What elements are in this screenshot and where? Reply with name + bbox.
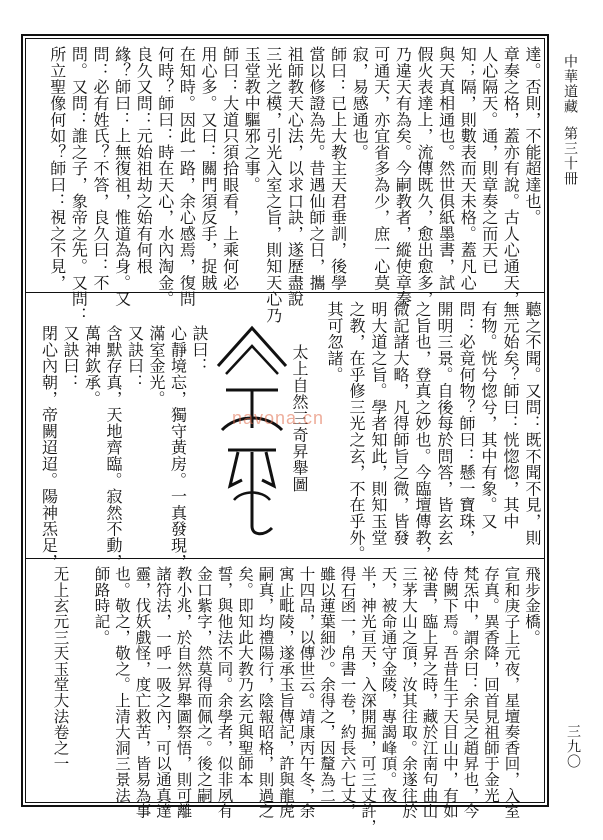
section-top-column: 師曰：已上大教主天君垂訓，後學 bbox=[328, 46, 348, 291]
section-top-column: 良久又問：元始祖劫之始有何根 bbox=[134, 46, 154, 275]
section-top-column: 問：必有姓氏？不答，良久曰：不 bbox=[91, 46, 110, 291]
section-mid-left-column: 閉心內朝，帝闕迢迢。陽神炁足， bbox=[39, 325, 59, 570]
section-top-column: 三光之模，引光入室之旨，則知天心乃 bbox=[263, 46, 283, 324]
watermark-text: navona.cn bbox=[232, 408, 325, 428]
section-mid-left-column: 又訣曰： bbox=[125, 325, 145, 391]
section-bottom-column: 得石函一，帛書一卷，約長六七丈， bbox=[338, 566, 357, 819]
section-top-column: 祖師教天心法，以求口訣，遂歷盡說 bbox=[285, 46, 305, 307]
section-bottom-column: 矣。即知此大教乃玄元與聖師本 bbox=[236, 566, 254, 788]
section-top-column: 達。否則，不能超達也。 bbox=[523, 46, 542, 226]
section-mid-left-column: 訣曰： bbox=[190, 325, 209, 374]
section-mid-right-column: 有物。恍兮惚兮，其中有象。又 bbox=[479, 301, 498, 530]
section-mid-right-column: 聽之不聞。又問：既不聞不見，則 bbox=[523, 301, 542, 546]
section-bottom-column: 也。敬之，敬之。上清大洞三景法 bbox=[113, 566, 131, 803]
section-bottom-column: 飛步金橋。 bbox=[523, 566, 541, 645]
section-bottom-column: 誓，與他法不同。余學者，似非夙有 bbox=[215, 566, 234, 819]
section-mid-right-column: 明大道之旨。學者知此，則知玉堂 bbox=[369, 301, 388, 546]
section-mid-right-column: 之旨也，登真之妙也。今臨壇傳教， bbox=[413, 301, 432, 562]
section-top-column: 與天真相通也。然世俱紙墨書，試 bbox=[436, 46, 456, 291]
section-mid-right-column: 開明三景。自後每於問答，皆玄玄 bbox=[435, 301, 454, 546]
page-number: 三九〇 bbox=[565, 724, 581, 769]
margin-header bbox=[561, 54, 579, 186]
section-bottom-column: 三茅大山之頂，汝其往取。余遂往於 bbox=[400, 566, 418, 819]
section-bottom-column: 諸符法，一呼一吸之內，可以通真達 bbox=[154, 566, 172, 819]
section-top-column: 假火表達上，流傳既久，愈出愈多， bbox=[415, 46, 434, 307]
section-mid-right-column: 之教，在乎修三光之玄，不在乎外。 bbox=[347, 301, 366, 562]
section-bottom-column: 師路時記。 bbox=[92, 566, 111, 645]
section-mid-left-column: 含默存真，天地齊臨。寂然不動， bbox=[104, 325, 123, 570]
section-top-column: 何時？師曰：時在天心，水內淘金。 bbox=[155, 46, 175, 307]
section-bottom-column: 宣和庚子上元夜，星壇奏香回，入室 bbox=[502, 566, 521, 819]
section-bottom-column: 侍闕下焉。吾昔生于天目山中，有如 bbox=[441, 566, 459, 819]
section-bottom-column: 嗣真，均禮陽行，陰報昭格，則過之 bbox=[256, 566, 275, 819]
section-top-column: 所立聖像何如？師曰：視之不見， bbox=[47, 46, 67, 291]
section-top-column: 緣？師曰：上無復祖，惟道為身。又 bbox=[112, 46, 132, 307]
section-mid-left-column: 又訣曰： bbox=[61, 325, 80, 391]
section-bottom-column: 教小兆，於自然昇舉圖祭悟，則可離 bbox=[174, 566, 193, 819]
section-top-column: 在知時。因此一路，余心感焉，復問 bbox=[177, 46, 197, 307]
section-mid-right-column: 微記諸大略，凡得師旨之微，皆發 bbox=[391, 301, 410, 546]
section-mid-left-column: 心靜境忘，獨守黃房。一真發現， bbox=[168, 325, 188, 570]
section-top-column: 乃違天有為矣。今嗣教者，縱使章奏 bbox=[393, 46, 413, 307]
section-top-column: 玉堂教中驅邪之事。 bbox=[242, 46, 262, 193]
section-top-column: 知；隔，則數表而天未格。蓋凡心 bbox=[458, 46, 478, 291]
section-top-column: 寂，易感通也。 bbox=[350, 46, 370, 161]
section-mid-right-column: 其可忽諸。 bbox=[325, 301, 344, 383]
book-title: 中華道藏 bbox=[562, 54, 578, 114]
section-mid-left-column: 萬神欽承。 bbox=[82, 325, 102, 407]
talisman-seal-image bbox=[212, 318, 292, 548]
diagram-title: 太上自然三奇昇舉圖 bbox=[290, 344, 309, 493]
section-top-column: 可通天，亦宜省多為少，庶一心莫 bbox=[371, 46, 391, 291]
volume-label: 第三十冊 bbox=[562, 126, 578, 186]
section-bottom-column: 无上玄元三天玉堂大法卷之一 bbox=[51, 566, 70, 772]
section-bottom-column: 存真。異香降，回首見祖師于金光 bbox=[482, 566, 500, 803]
section-mid-right-column: 問：必竟何物？師曰：懸一寶珠， bbox=[457, 301, 476, 546]
section-bottom-column: 金口紫字，然莫得而佩之。後之嗣 bbox=[195, 566, 213, 803]
section-top-column: 當以修證為先。昔遇仙師之日，攜 bbox=[307, 46, 326, 291]
section-top-column: 人心隔天。通，則章奏之而天已 bbox=[479, 46, 499, 275]
section-bottom-column: 天，被命通守金陵，專謁峰頂。夜 bbox=[379, 566, 398, 803]
section-bottom-column: 靈，伐妖戲怪，度亡救苦，皆易為事 bbox=[133, 566, 152, 819]
section-bottom-column: 十四品，以傳世云。靖康丙午冬，余 bbox=[297, 566, 316, 819]
section-bottom-column: 梵炁中，謂余曰：余吴之趙昇也，今 bbox=[461, 566, 480, 819]
section-bottom-column: 半，神光亘天，入深開掘，可三丈許， bbox=[359, 566, 377, 835]
section-bottom-column: 雖以蓮葉細沙。余得之，因釐為二 bbox=[318, 566, 336, 803]
section-top-column: 師曰：大道只須拾眼看，上乘何必 bbox=[220, 46, 240, 291]
section-top-column: 章奏之格，蓋亦有說。古人心通天， bbox=[501, 46, 521, 307]
section-bottom-column: 祕書，臨上昇之時，藏於江南句曲山 bbox=[420, 566, 439, 819]
section-top-column: 問。又問：誰之子，象帝之先。又問： bbox=[69, 46, 89, 324]
section-mid-right-column: 無元始矣？師曰：恍惚惚，其中 bbox=[501, 301, 520, 530]
section-mid-left-column: 滿室金光。 bbox=[147, 325, 166, 407]
section-top-column: 用心多。又曰：關門須反手，捉賊 bbox=[199, 46, 218, 291]
section-bottom-column: 寓止毗陵，遂承玉旨傳記，許與龍虎 bbox=[277, 566, 295, 819]
